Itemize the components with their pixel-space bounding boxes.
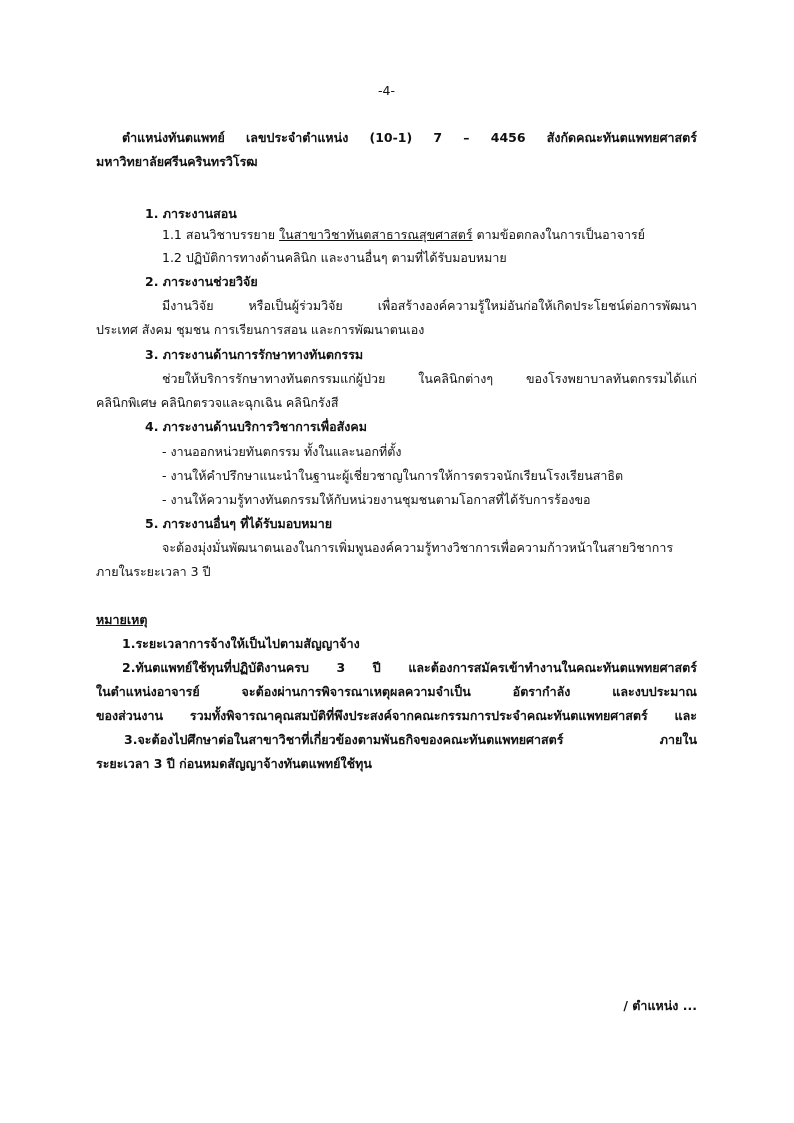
section-4-item: - งานให้ความรู้ทางทันตกรรมให้กับหน่วยงานชุมชนตามโอกาสที่ได้รับการร้องขอ xyxy=(162,492,591,507)
remark-2-line-3: ของส่วนงาน รวมทั้งพิจารณาคุณสมบัติที่พึงประสงค์จากคณะกรรมการประจำคณะทันตแพทยศาสตร์ และ xyxy=(96,708,697,723)
remark-2-line-1: 2.ทันตแพทย์ใช้ทุนที่ปฏิบัติงานครบ 3 ปี และต้องการสมัครเข้าทำงานในคณะทันตแพทยศาสตร์ xyxy=(122,660,697,675)
remark-3-line-1: 3.จะต้องไปศึกษาต่อในสาขาวิชาที่เกี่ยวข้องตามพันธกิจของคณะทันตแพทยศาสตร์ ภายใน xyxy=(124,732,697,747)
section-5-line-2: ภายในระยะเวลา 3 ปี xyxy=(96,564,211,579)
intro-line-2: มหาวิทยาลัยศรีนครินทรวิโรฒ xyxy=(96,154,258,169)
item-1-prefix: 1.1 สอนวิชาบรรยาย xyxy=(162,227,280,242)
section-4-title: 4. ภาระงานด้านบริการวิชาการเพื่อสังคม xyxy=(145,419,367,434)
section-2-title: 2. ภาระงานช่วยวิจัย xyxy=(145,274,258,289)
section-2-line-2: ประเทศ สังคม ชุมชน การเรียนการสอน และการพัฒนาตนเอง xyxy=(96,322,425,337)
remarks-heading: หมายเหตุ xyxy=(96,612,148,627)
section-3-line-2: คลินิกพิเศษ คลินิกตรวจและฉุกเฉิน คลินิกรังสี xyxy=(96,395,339,410)
continuation-marker: / ตำแหน่ง ... xyxy=(623,998,697,1013)
section-4-item: - งานให้คำปรึกษาแนะนำในฐานะผู้เชี่ยวชาญในการให้การตรวจนักเรียนโรงเรียนสาธิต xyxy=(162,468,624,483)
section-3-title: 3. ภาระงานด้านการรักษาทางทันตกรรม xyxy=(145,347,364,362)
remark-1: 1.ระยะเวลาการจ้างให้เป็นไปตามสัญญาจ้าง xyxy=(122,636,360,651)
section-4-item: - งานออกหน่วยทันตกรรม ทั้งในและนอกที่ตั้ง xyxy=(162,444,402,459)
section-5-line-1: จะต้องมุ่งมั่นพัฒนาตนเองในการเพิ่มพูนองค์ความรู้ทางวิชาการเพื่อความก้าวหน้าในสายวิชาการ xyxy=(162,540,674,555)
remark-2-line-2: ในตำแหน่งอาจารย์ จะต้องผ่านการพิจารณาเหตุผลความจำเป็น อัตรากำลัง และงบประมาณ xyxy=(96,684,697,699)
intro-line-1: ตำแหน่งทันตแพทย์ เลขประจำตำแหน่ง (10-1) 7 – 4456 สังกัดคณะทันตแพทยศาสตร์ xyxy=(122,130,697,145)
section-5-title: 5. ภาระงานอื่นๆ ที่ได้รับมอบหมาย xyxy=(145,516,333,531)
section-1-item-1 xyxy=(162,226,645,244)
section-2-line-1: มีงานวิจัย หรือเป็นผู้ร่วมวิจัย เพื่อสร้างองค์ความรู้ใหม่อันก่อให้เกิดประโยชน์ต่อการพัฒนา xyxy=(162,298,697,313)
item-1-suffix: ตามข้อตกลงในการเป็นอาจารย์ xyxy=(472,227,646,242)
page-number: -4- xyxy=(378,83,395,98)
section-1-item-2: 1.2 ปฏิบัติการทางด้านคลินิก และงานอื่นๆ ตามที่ได้รับมอบหมาย xyxy=(162,250,507,265)
section-3-line-1: ช่วยให้บริการรักษาทางทันตกรรมแก่ผู้ป่วย ในคลินิกต่างๆ ของโรงพยาบาลทันตกรรมได้แก่ xyxy=(162,371,697,386)
remark-3-line-2: ระยะเวลา 3 ปี ก่อนหมดสัญญาจ้างทันตแพทย์ใช้ทุน xyxy=(96,756,372,771)
item-1-underlined: ในสาขาวิชาทันตสาธารณสุขศาสตร์ xyxy=(279,227,473,242)
section-1-title: 1. ภาระงานสอน xyxy=(145,206,237,221)
